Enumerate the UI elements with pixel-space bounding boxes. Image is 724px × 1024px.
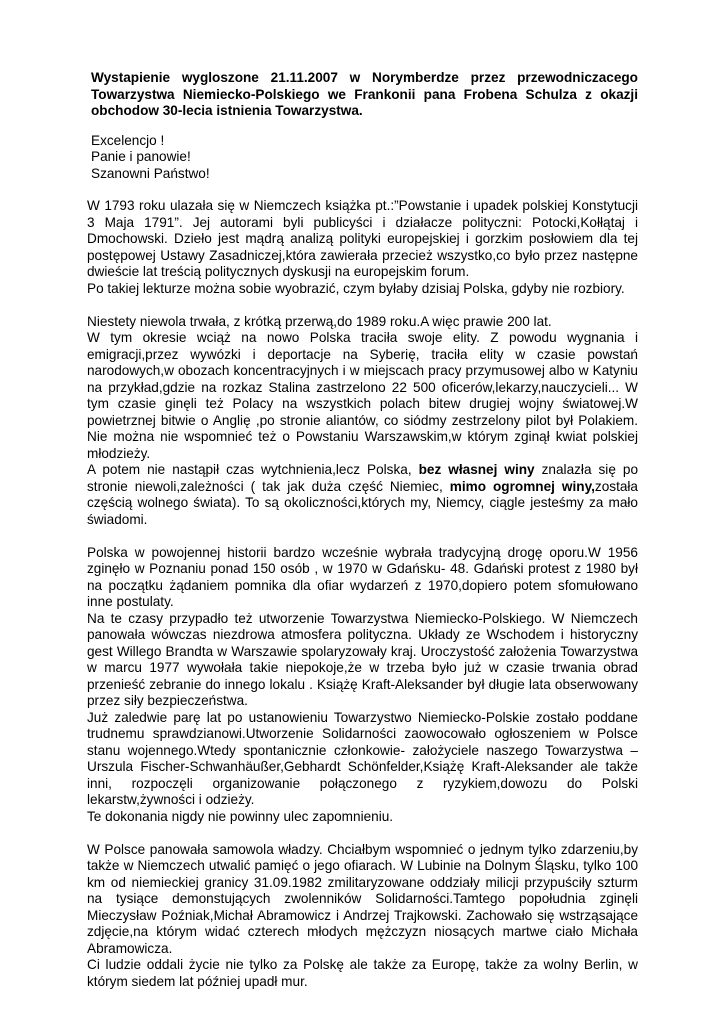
emphasis-mimo-ogromnej-winy: mimo ogromnej winy, [449, 478, 595, 494]
paragraph-6: Polska w powojennej historii bardzo wcześnie wybrała tradycyjną drogę oporu.W 1956 zginęło w Poznaniu ponad 150 osób , w 1970 w Gdańsku- 48. Gdański protest z 1980 był na początku żądaniem pomnika dla ofiar wydarzeń z 1970,dopiero potem sfomułowano inne postulaty. [87, 544, 638, 609]
paragraph-4: W tym okresie wciąż na nowo Polska traciła swoje elity. Z powodu wygnania i emigracji,przez wywózki i deportacje na Syberię, traciła elity w czasie powstań narodowych,w obozach koncentracyjnych i w miejscach pracy przymusowej albo w Katyniu na przykład,gdzie na rozkaz Stalina zastrzelono 22 500 oficerów,lekarzy,nauczycieli... W tym czasie ginęli też Polacy na wszystkich polach bitew drugiej wojny światowej.W powietrznej bitwie o Anglię ,po stronie aliantów, co siódmy zestrzelony pilot był Polakiem. Nie można nie wspomnieć też o Powstaniu Warszawskim,w którym zginął kwiat polskiej młodzieży. [87, 330, 638, 461]
document-heading: Wystapienie wygloszone 21.11.2007 w Norymberdze przez przewodniczacego Towarzystwa Niemiecko-Polskiego we Frankonii pana Frobena Schulza z okazji obchodow 30-lecia istnienia Towarzystwa. [91, 70, 638, 118]
greeting-line: Excelencjo ! [91, 132, 165, 148]
document-body [87, 198, 638, 990]
emphasis-bez-wlasnej-winy: bez własnej winy [418, 462, 535, 477]
greeting [91, 133, 638, 183]
paragraph-5-text-e: została częścią wolnego świata). To są okoliczności,których my, Niemcy, ciągle jesteśmy za mało świadomi. [87, 478, 638, 527]
paragraph-1: W 1793 roku ulazała się w Niemczech książka pt.:”Powstanie i upadek polskiej Konstytucji 3 Maja 1791”. Jej autorami byli publicyści i działacze polityczni: Potocki,Kołłątaj i Dmochowski. Dzieło jest mądrą analizą polityki europejskiej i gorzkim posłowiem dla tej postępowej Ustawy Zasadniczej,która zawierała przecież wszystko,co było przez następne dwieście lat treścią politycznych dyskusji na europejskim forum. [87, 198, 638, 279]
paragraph-9: Te dokonania nigdy nie powinny ulec zapomnieniu. [87, 808, 394, 824]
greeting-line: Panie i panowie! [91, 149, 191, 164]
paragraph-3: Niestety niewola trwała, z krótką przerwą,do 1989 roku.A więc prawie 200 lat. [87, 313, 552, 329]
paragraph-10: W Polsce panowała samowola władzy. Chciałbym wspomnieć o jednym tylko zdarzeniu,by także w Niemczech utwalić pamięć o jego ofiarach. W Lubinie na Dolnym Śląsku, tylko 100 km od niemieckiej granicy 31.09.1982 zmilitaryzowane oddziały milicji przypuściły szturm na tysiące demonstujących zwolenników Solidarności.Tamtego popołudnia zginęli Mieczysław Poźniak,Michał Abramowicz i Andrzej Trajkowski. Zachowało się wstrząsające zdjęcie,na którym widać czterech młodych mężczyzn niosących martwe ciało Michała Abramowicza. [87, 841, 638, 956]
paragraph-8: Już zaledwie parę lat po ustanowieniu Towarzystwo Niemiecko-Polskie zostało poddane trudnemu sprawdzianowi.Utworzenie Solidarności zaowocowało ogłoszeniem w Polsce stanu wojennego.Wtedy spontanicznie członkowie- założyciele naszego Towarzystwa – Urszula Fischer-Schwanhäußer,Gebhardt Schönfelder,Książę Kraft-Aleksander ale także inni, rozpoczęli organizowanie połączonego z ryzykiem,dowozu do Polski lekarstw,żywności i odzieży. [87, 709, 638, 807]
paragraph-5 [87, 462, 638, 528]
paragraph-7: Na te czasy przypadło też utworzenie Towarzystwa Niemiecko-Polskiego. W Niemczech panowała wówczas niezdrowa atmosfera polityczna. Układy ze Wschodem i historyczny gest Willego Brandta w Warszawie spolaryzowały kraj. Uroczystość założenia Towarzystwa w marcu 1977 wywołała takie niepokoje,że w trzeba było już w czasie trwania obrad przenieść zebranie do innego lokalu . Książę Kraft-Aleksander był długie lata obserwowany przez siły bezpieczeństwa. [87, 610, 638, 708]
greeting-line: Szanowni Państwo! [91, 165, 210, 181]
paragraph-2: Po takiej lekturze można sobie wyobrazić, czym byłaby dzisiaj Polska, gdyby nie rozbiory. [87, 280, 625, 296]
paragraph-5-text-a: A potem nie nastąpił czas wytchnienia,lecz Polska, [87, 462, 419, 477]
paragraph-5-text-c: znalazła się po stronie niewoli,zależności ( tak jak duża część Niemiec, [87, 462, 639, 494]
paragraph-11: Ci ludzie oddali życie nie tylko za Polskę ale także za Europę, także za wolny Berlin, w którym siedem lat później upadł mur. [87, 957, 638, 989]
